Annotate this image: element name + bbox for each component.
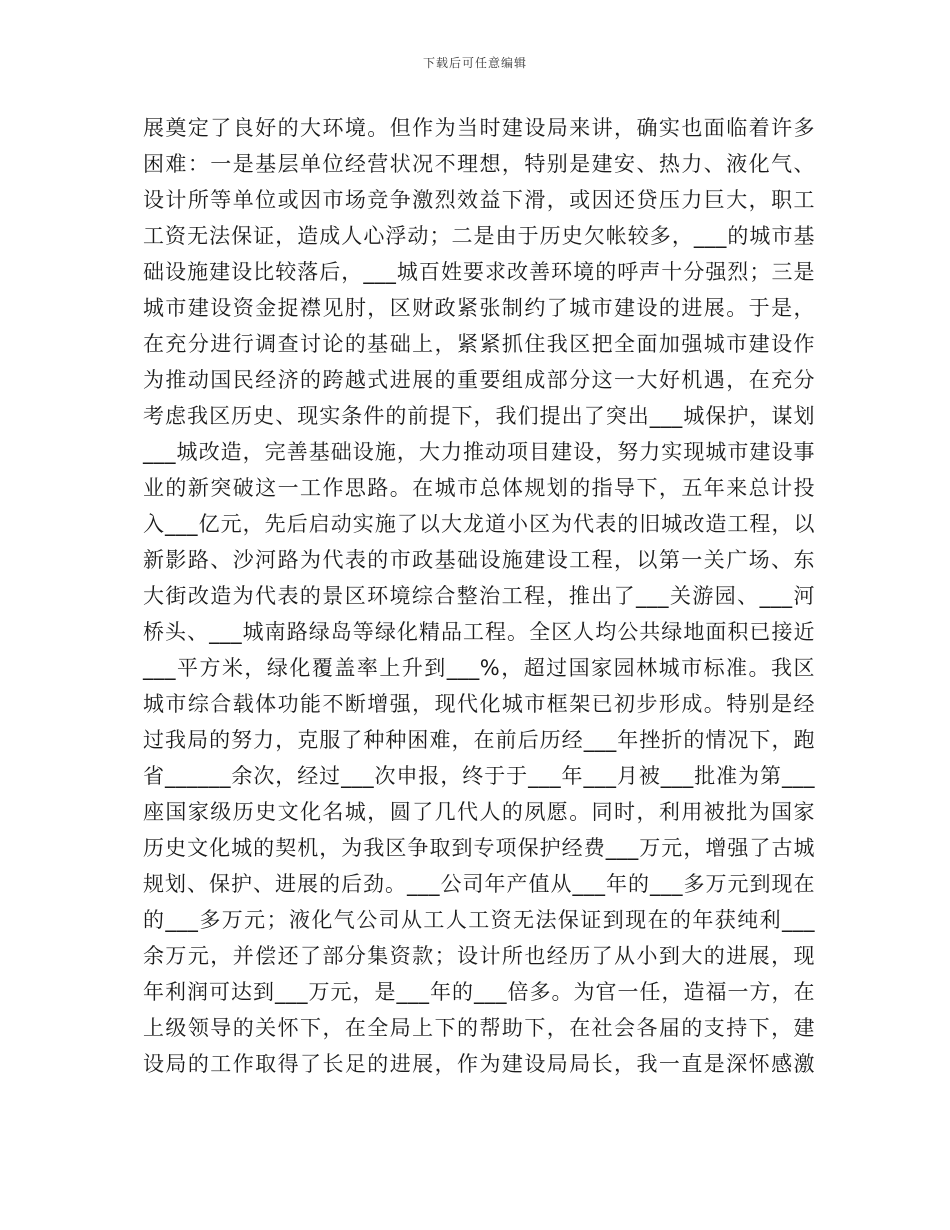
text-line: 考虑我区历史、现实条件的前提下，我们提出了突出___城保护，谋划 bbox=[143, 404, 815, 428]
text-line: 为推动国民经济的跨越式进展的重要组成部分这一大好机遇，在充分 bbox=[143, 368, 815, 392]
text-line: 在充分进行调查讨论的基础上，紧紧抓住我区把全面加强城市建设作 bbox=[143, 332, 815, 356]
text-line: 上级领导的关怀下，在全局上下的帮助下，在社会各届的支持下，建 bbox=[143, 1016, 815, 1040]
text-line: 年利润可达到___万元，是___年的___倍多。为官一任，造福一方，在 bbox=[143, 980, 815, 1004]
text-line: 工资无法保证，造成人心浮动；二是由于历史欠帐较多，___的城市基 bbox=[143, 224, 815, 248]
text-line: 过我局的努力，克服了种种困难，在前后历经___年挫折的情况下，跑 bbox=[143, 728, 815, 752]
text-line: 规划、保护、进展的后劲。___公司年产值从___年的___多万元到现在 bbox=[143, 872, 815, 896]
body-text bbox=[143, 110, 815, 1082]
text-line: 桥头、___城南路绿岛等绿化精品工程。全区人均公共绿地面积已接近 bbox=[143, 620, 815, 644]
text-line: 城市建设资金捉襟见肘，区财政紧张制约了城市建设的进展。于是， bbox=[143, 296, 815, 320]
text-line: 设计所等单位或因市场竞争激烈效益下滑，或因还贷压力巨大，职工 bbox=[143, 188, 815, 212]
text-line: 余万元，并偿还了部分集资款；设计所也经历了从小到大的进展，现 bbox=[143, 944, 815, 968]
text-line: 的___多万元；液化气公司从工人工资无法保证到现在的年获纯利___ bbox=[143, 908, 815, 932]
header-note: 下载后可任意编辑 bbox=[422, 56, 527, 70]
text-line: 大街改造为代表的景区环境综合整治工程，推出了___关游园、___河 bbox=[143, 584, 815, 608]
text-line: 新影路、沙河路为代表的市政基础设施建设工程，以第一关广场、东 bbox=[143, 548, 815, 572]
text-line: 座国家级历史文化名城，圆了几代人的夙愿。同时，利用被批为国家 bbox=[143, 800, 815, 824]
text-line: ___平方米，绿化覆盖率上升到___%，超过国家园林城市标准。我区 bbox=[143, 656, 815, 680]
text-line: 业的新突破这一工作思路。在城市总体规划的指导下，五年来总计投 bbox=[143, 476, 815, 500]
text-line: 展奠定了良好的大环境。但作为当时建设局来讲，确实也面临着许多 bbox=[143, 116, 815, 140]
text-line: 历史文化城的契机，为我区争取到专项保护经费___万元，增强了古城 bbox=[143, 836, 815, 860]
text-line: ___城改造，完善基础设施，大力推动项目建设，努力实现城市建设事 bbox=[143, 440, 815, 464]
text-line: 省______余次，经过___次申报，终于于___年___月被___批准为第___ bbox=[143, 764, 815, 788]
text-line: 设局的工作取得了长足的进展，作为建设局局长，我一直是深怀感激 bbox=[143, 1052, 815, 1076]
text-line: 城市综合载体功能不断增强，现代化城市框架已初步形成。特别是经 bbox=[143, 692, 815, 716]
text-line: 入___亿元，先后启动实施了以大龙道小区为代表的旧城改造工程，以 bbox=[143, 512, 815, 536]
text-line: 困难：一是基层单位经营状况不理想，特别是建安、热力、液化气、 bbox=[143, 152, 815, 176]
text-line: 础设施建设比较落后，___城百姓要求改善环境的呼声十分强烈；三是 bbox=[143, 260, 815, 284]
